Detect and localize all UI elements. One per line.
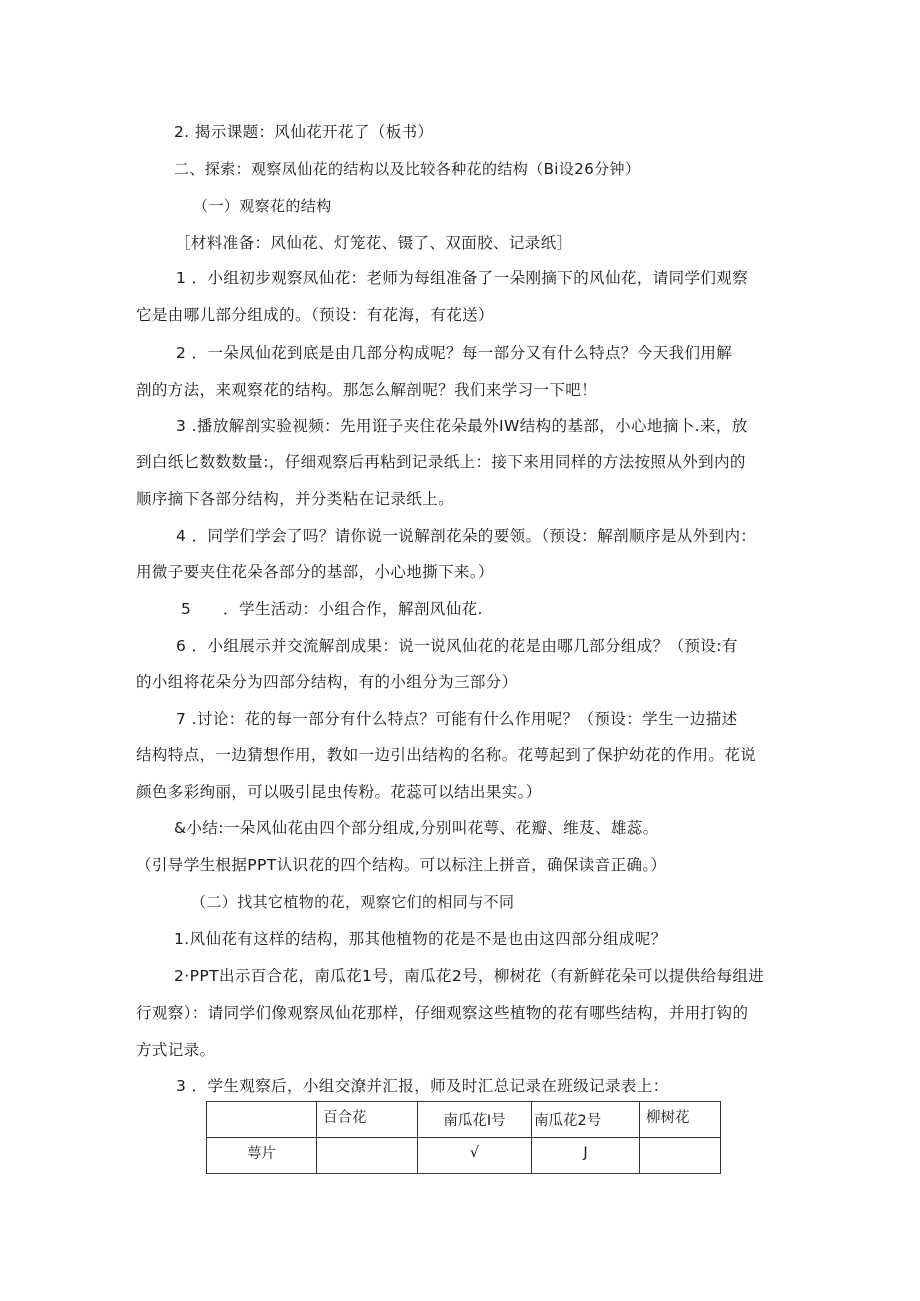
- section-heading-explore: 二、探索：观察凤仙花的结构以及比较各种花的结构（Bi设26分钟）: [174, 160, 641, 178]
- table-cell: [640, 1138, 721, 1174]
- subsection-heading-observe: （一）观察花的结构: [193, 197, 332, 215]
- compare-step-3: 3 ．学生观察后，小组交潦并汇报，师及时汇总记录在班级记录表上：: [176, 1077, 669, 1095]
- table-header-row: [207, 1102, 721, 1138]
- table-header-cell: 南瓜花2号: [532, 1102, 640, 1138]
- para-2-line-2: 剖的方法，来观察花的结构。那怎么解剖呢？我们来学习一下吧！: [136, 381, 598, 399]
- summary-line: &小结:一朵风仙花由四个部分组成,分别叫花萼、花瓣、维芨、雄蕊。: [174, 819, 659, 837]
- para-7-line-3: 颜色多彩绚丽，可以吸引昆虫传粉。花蕊可以结出果实。）: [136, 783, 542, 801]
- table-cell: [317, 1138, 418, 1174]
- table-header-cell: 南瓜花I号: [418, 1102, 532, 1138]
- table-header-cell: 柳树花: [640, 1102, 721, 1138]
- compare-step-1: 1.风仙花有这样的结构，那其他植物的花是不是也由这四部分组成呢？: [174, 930, 667, 948]
- para-3-line-1: 3 .播放解剖实验视频：先用诳子夹住花朵最外IW结构的基部，小心地摘卜.来，放: [176, 417, 748, 435]
- para-1-line-2: 它是由哪儿部分组成的。（预设：有花海，有花送）: [136, 306, 494, 324]
- table-cell: J: [532, 1138, 640, 1174]
- class-record-table: [206, 1101, 721, 1174]
- guide-note-line: （引导学生根据PPT认识花的四个结构。可以标注上拼音，确保读音正确。）: [136, 856, 667, 874]
- materials-line: ［材料准备：风仙花、灯笼花、镊了、双面胶、记录纸］: [175, 234, 573, 252]
- para-4-line-1: 4 ．同学们学会了吗？请你说一说解剖花朵的要领。（预设：解剖顺序是从外到内：: [176, 527, 757, 545]
- table-cell: √: [418, 1138, 532, 1174]
- table-row: [207, 1138, 721, 1174]
- para-5-line-1: 5 ．学生活动：小组合作，解剖风仙花.: [181, 600, 483, 618]
- para-1-line-1: 1 ．小组初步观察凤仙花：老师为每组准备了一朵刚摘下的风仙花，请同学们观察: [176, 269, 749, 287]
- para-6-line-2: 的小组将花朵分为四部分结构，有的小组分为三部分）: [136, 673, 518, 691]
- subsection-heading-compare: （二）找其它植物的花，观察它们的相同与不同: [191, 893, 515, 911]
- para-7-line-1: 7 .讨论：花的每一部分有什么特点？可能有什么作用呢？（预设：学生一边描述: [176, 710, 738, 728]
- compare-step-2-line-3: 方式记录。: [136, 1041, 216, 1059]
- table-row-label: 萼片: [207, 1138, 317, 1174]
- para-7-line-2: 结构特点，一边猜想作用，教如一边引出结构的名称。花萼起到了保护幼花的作用。花说: [136, 746, 757, 764]
- table-header-cell: 百合花: [317, 1102, 418, 1138]
- compare-step-2-line-1: 2·PPT出示百合花，南瓜花1号，南瓜花2号，柳树花（有新鲜花朵可以提供给每组进: [174, 967, 765, 985]
- para-3-line-3: 顺序摘下各部分结构，并分类粘在记录纸上。: [136, 490, 455, 508]
- para-4-line-2: 用微子要夹住花朵各部分的基部，小心地撕下来。）: [136, 563, 494, 581]
- compare-step-2-line-2: 行观察）：请同学们像观察凤仙花那样，仔细观察这些植物的花有哪些结构，并用打钩的: [136, 1004, 749, 1022]
- para-3-line-2: 到白纸匕数数数量:，仔细观察后再粘到记录纸上：接下来用同样的方法按照从外到内的: [136, 453, 746, 471]
- table-header-cell: [207, 1102, 317, 1138]
- para-2-line-1: 2 ．一朵凤仙花到底是由几部分构成呢？每一部分又有什么特点？今天我们用解: [176, 344, 733, 362]
- para-6-line-1: 6 ．小组展示并交流解剖成果：说一说风仙花的花是由哪几部分组成？（预设:有: [176, 637, 738, 655]
- lesson-step-reveal-topic: 2. 揭示课题：风仙花开花了（板书）: [174, 123, 434, 141]
